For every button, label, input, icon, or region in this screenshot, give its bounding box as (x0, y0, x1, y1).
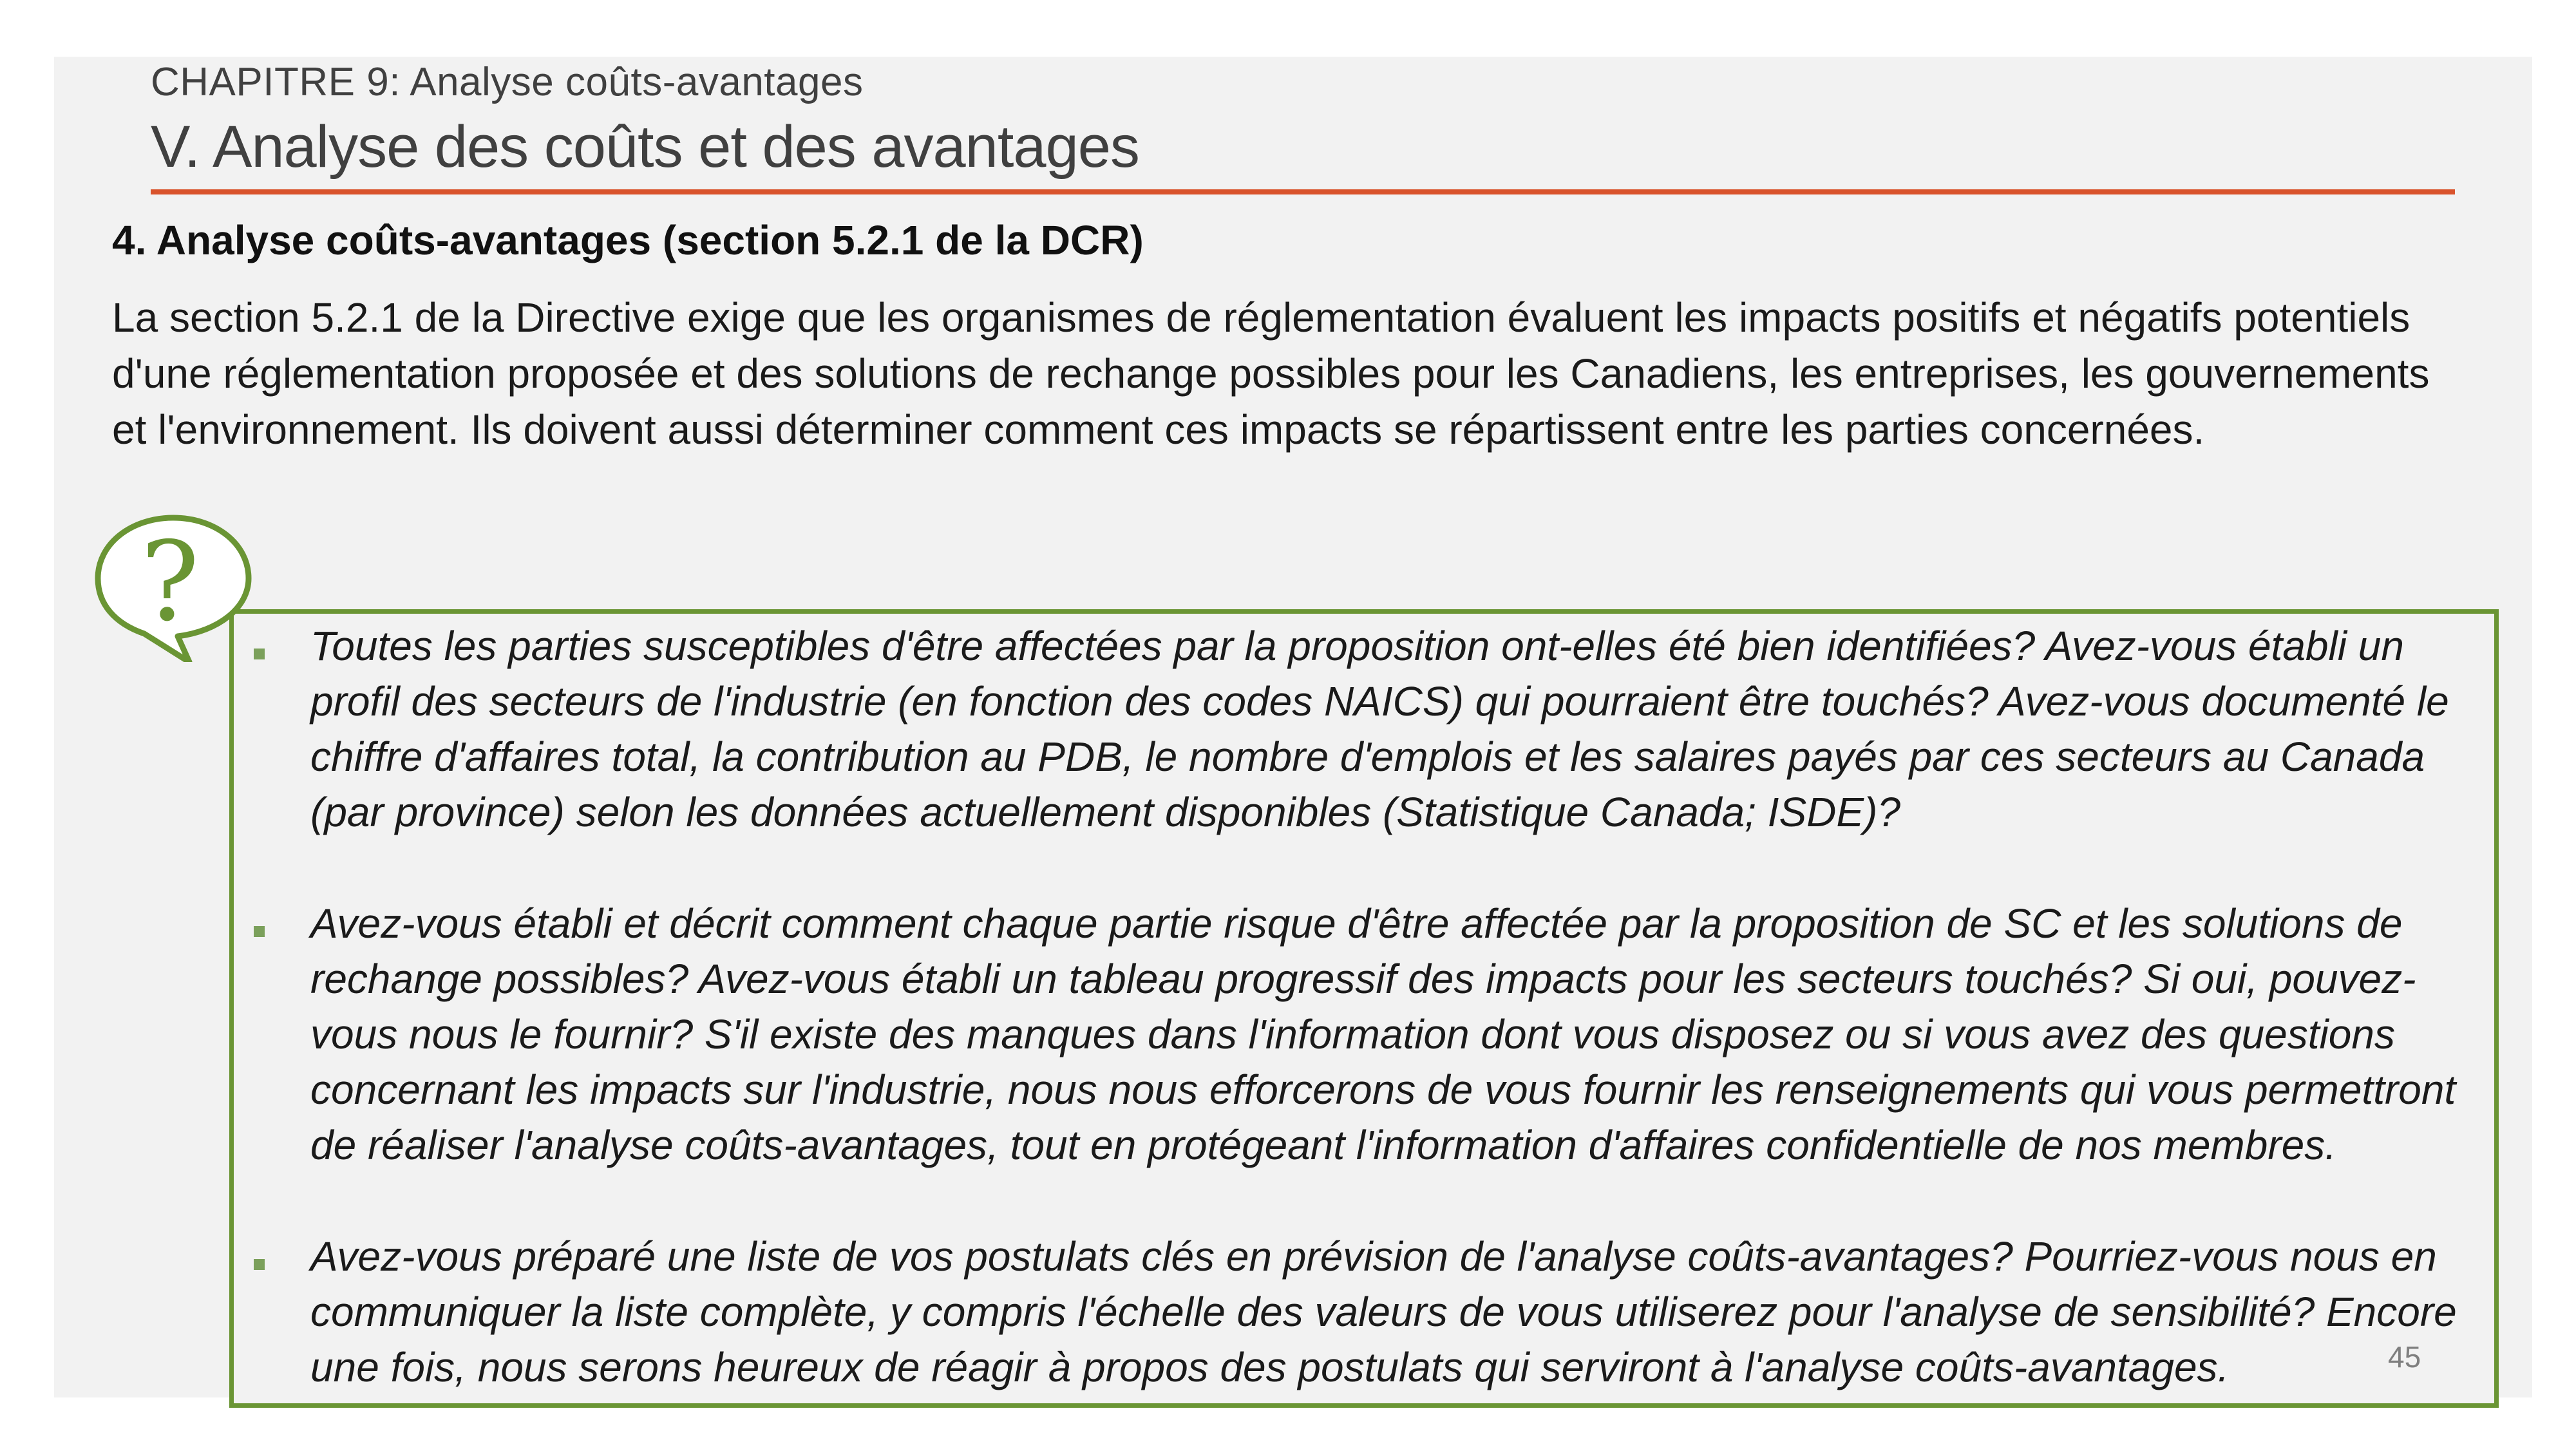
question-bubble-icon (93, 514, 254, 662)
title-underline (151, 189, 2455, 194)
question-item: Avez-vous préparé une liste de vos postulats clés en prévision de l'analyse coûts-avantages? Pourriez-vous nous en communiquer la liste complète, y compris l'échelle des valeurs de vous utiliserez pour l'analyse de sensibilité? Encore une fois, nous serons heureux de réagir à propos des postulats qui serviront à l'analyse coûts-avantages. (310, 1233, 2457, 1390)
bullet-marker (254, 926, 265, 937)
bullet-marker (254, 1259, 265, 1270)
chapter-label: CHAPITRE 9: Analyse coûts-avantages (151, 60, 864, 104)
svg-text:?: ? (140, 518, 200, 646)
question-item: Avez-vous établi et décrit comment chaque partie risque d'être affectée par la proposition de SC et les solutions de rechange possibles? Avez-vous établi un tableau progressif des impacts pour les secteurs touchés? Si oui, pouvez-vous nous le fournir? S'il existe des manques dans l'information dont vous disposez ou si vous avez des questions concernant les impacts sur l'industrie, nous nous efforcerons de vous fournir les renseignements qui vous permettront de réaliser l'analyse coûts-avantages, tout en protégeant l'information d'affaires confidentielle de nos membres. (310, 900, 2456, 1168)
question-item: Toutes les parties susceptibles d'être affectées par la proposition ont-elles été bien identifiées? Avez-vous établi un profil des secteurs de l'industrie (en fonction des codes NAICS) qui pourraient être touchés? Avez-vous documenté le chiffre d'affaires total, la contribution au PDB, le nombre d'emplois et les salaires payés par ces secteurs au Canada (par province) selon les données actuellement disponibles (Statistique Canada; ISDE)? (310, 623, 2449, 835)
section-heading: 4. Analyse coûts-avantages (section 5.2.1 de la DCR) (112, 217, 1144, 263)
intro-paragraph: La section 5.2.1 de la Directive exige que les organismes de réglementation évaluent les impacts positifs et négatifs potentiels d'une réglementation proposée et des solutions de rechange possibles pour les Canadiens, les entreprises, les gouvernements et l'environnement. Ils doivent aussi déterminer comment ces impacts se répartissent entre les parties concernées. (112, 294, 2430, 453)
page-number: 45 (2388, 1340, 2421, 1374)
slide-title: V. Analyse des coûts et des avantages (151, 114, 1139, 180)
bullet-marker (254, 649, 265, 659)
